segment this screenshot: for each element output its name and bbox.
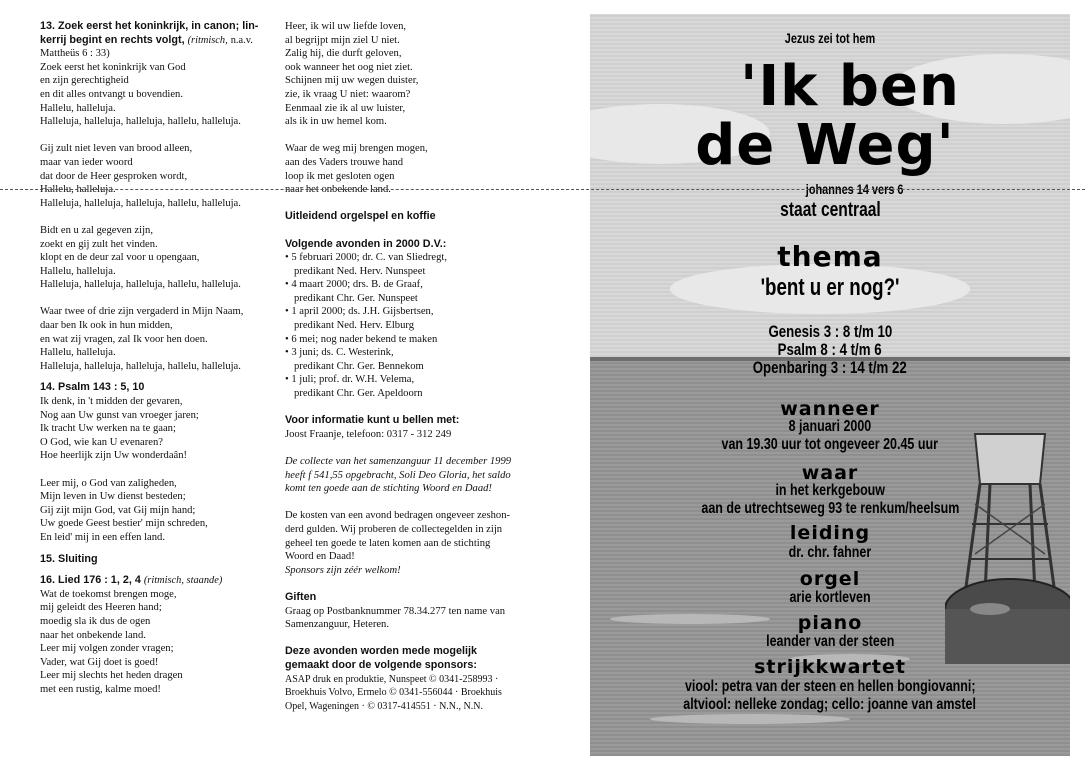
list-item-main: • 1 juli; prof. dr. W.H. Velema, (285, 374, 415, 386)
verse-line: daar ben Ik ook in hun midden, (40, 320, 173, 332)
string-quartet-members (590, 678, 1070, 714)
collecte-text (285, 455, 530, 496)
verse-line: klopt en de deur zal voor u opengaan, (40, 252, 200, 264)
verse-line: mij geleidt des Heeren hand; (40, 602, 162, 614)
song-14-verse-2 (40, 477, 280, 545)
song-13-heading (40, 20, 280, 47)
sponsors-heading-line1: Deze avonden worden mede mogelijk (285, 645, 477, 658)
verse-line: Waar twee of drie zijn vergaderd in Mijn Naam, (40, 306, 244, 318)
where-details (590, 482, 1070, 518)
song-16-title: 16. Lied 176 : 1, 2, 4 (40, 574, 141, 587)
text-line: ASAP druk en produktie, Nunspeet © 0341-258993 · (285, 673, 499, 685)
song-13-verse-4 (40, 305, 280, 373)
text-line: Samenzanguur, Heteren. (285, 619, 389, 631)
text-line: geheel ten goede te laten komen aan de stichting (285, 537, 491, 549)
verse-line: Nog aan Uw gunst van vroeger jaren; (40, 409, 199, 421)
list-item (285, 373, 530, 400)
intro-text (590, 30, 1070, 46)
verse-line: Hallelu, halleluja. (40, 347, 116, 359)
verse-line: Wat de toekomst brengen moge, (40, 588, 177, 600)
verse-line: maar van ieder woord (40, 156, 133, 168)
verse-line: Hoe heerlijk zijn Uw wonderdaân! (40, 450, 188, 462)
list-item-sub: predikant Ned. Herv. Elburg (294, 320, 415, 332)
string-quartet-label: strijkkwartet (754, 656, 906, 678)
theme-title-label: 'bent u er nog?' (760, 274, 900, 301)
verse-line: Hallelu, halleluja. (40, 184, 116, 196)
list-item-main: • 5 februari 2000; dr. C. van Sliedregt, (285, 252, 447, 264)
event-date: 8 januari 2000 (788, 418, 872, 435)
leader-name (590, 544, 1070, 562)
text-line: De collecte van het samenzanguur 11 december 1999 (285, 456, 512, 467)
leader-label: leiding (789, 522, 871, 544)
song-16-verse-2 (285, 20, 530, 129)
organist-name (590, 589, 1070, 607)
verse-line: aan des Vaders trouwe hand (285, 156, 404, 168)
verse-line: Eenmaal zie ik al uw luister, (285, 102, 406, 114)
main-title-line2: de Weg' (695, 113, 955, 178)
staat-centraal (590, 199, 1070, 222)
list-item (285, 305, 530, 332)
staat-centraal-label: staat centraal (779, 199, 881, 221)
sponsors-heading (285, 645, 530, 672)
list-item (285, 346, 530, 373)
verse-line: Leer mij slechts het heden dragen (40, 670, 183, 682)
text-line: De kosten van een avond bedragen ongeveer zeshon- (285, 510, 511, 522)
item-15-heading: 15. Sluiting (40, 552, 98, 565)
verse-line: Bidt en u zal gegeven zijn, (40, 224, 153, 236)
list-item-sub: predikant Chr. Ger. Nunspeet (294, 292, 418, 304)
gifts-heading: Giften (285, 590, 317, 603)
verse-line: en wat zij vragen, zal Ik voor hen doen. (40, 333, 208, 345)
costs-text (285, 509, 530, 577)
venue-address: aan de utrechtseweg 93 te renkum/heelsum (700, 500, 960, 517)
piano-label: piano (797, 612, 863, 634)
venue: in het kerkgebouw (775, 482, 885, 499)
verse-line: Halleluja, halleluja, halleluja, hallelu, halleluja. (40, 197, 241, 209)
list-item (285, 251, 530, 278)
list-item-main: • 1 april 2000; ds. J.H. Gijsbertsen, (285, 306, 434, 318)
where-label: waar (801, 462, 859, 484)
verse-line: al begrijpt mijn ziel U niet. (285, 34, 400, 46)
verse-line: Leer mij, o God van zaligheden, (40, 477, 177, 489)
next-evenings-heading: Volgende avonden in 2000 D.V.: (285, 237, 447, 250)
verse-line: Hallelu, halleluja. (40, 102, 116, 114)
verse-line: Ik denk, in 't midden der gevaren, (40, 396, 183, 408)
verse-line: met een rustig, kalme moed! (40, 683, 161, 695)
text-line: derd gulden. Wij proberen de collectegelden in zijn (285, 523, 503, 535)
song-13-verse-3 (40, 224, 280, 292)
list-item (285, 333, 530, 347)
list-item (285, 278, 530, 305)
song-16-heading (40, 574, 280, 588)
verse-line: Zalig hij, die durft geloven, (285, 48, 402, 60)
verse-line: Vader, wat Gij doet is goed! (40, 656, 159, 668)
list-item-main: • 6 mei; nog nader bekend te maken (285, 333, 438, 345)
scripture-ref: Genesis 3 : 8 t/m 10 (768, 322, 892, 341)
theme-label: thema (777, 240, 883, 273)
song-13-verse-2 (40, 142, 280, 210)
verse-line: Mattheüs 6 : 33) (40, 48, 110, 60)
song-14-heading: 14. Psalm 143 : 5, 10 (40, 381, 145, 394)
song-13-title-line2: kerrij begint en rechts volgt, (40, 33, 185, 46)
verse-line: Halleluja, halleluja, halleluja, hallelu, halleluja. (40, 279, 241, 291)
quartet-line: altviool: nelleke zondag; cello: joanne van amstel (683, 696, 977, 713)
quartet-line: viool: petra van der steen en hellen bongiovanni; (684, 678, 976, 695)
song-16-verse (40, 588, 280, 697)
text-line: Woord en Daad! (285, 551, 355, 563)
pianist-name (590, 633, 1070, 651)
text-line: komt ten goede aan de stichting Woord en Daad! (285, 483, 492, 495)
bible-reference-label: johannes 14 vers 6 (806, 181, 904, 197)
fold-line (0, 189, 1085, 190)
text-line: heeft f 541,55 opgebracht, Soli Deo Gloria, het saldo (285, 469, 511, 481)
verse-line: Hallelu, halleluja. (40, 265, 116, 277)
event-time: van 19.30 uur tot ongeveer 20.45 uur (721, 436, 939, 453)
verse-line: Waar de weg mij brengen mogen, (285, 143, 428, 155)
song-14-verse-1 (40, 395, 280, 463)
verse-line: Mijn leven in Uw dienst besteden; (40, 491, 186, 503)
verse-line: loop ik met gesloten ogen (285, 170, 395, 182)
verse-line: ook wanneer het oog niet ziet. (285, 61, 413, 73)
verse-line: O God, wie kan U evenaren? (40, 436, 163, 448)
list-item-sub: predikant Chr. Ger. Apeldoorn (294, 388, 423, 400)
sponsors-welcome: Sponsors zijn zéér welkom! (285, 564, 401, 576)
text-line: Broekhuis Volvo, Ermelo © 0341-556044 · Broekhuis (285, 687, 502, 699)
verse-line: Uw goede Geest bestier' mijn schreden, (40, 518, 208, 530)
verse-line: Zoek eerst het koninkrijk van God (40, 61, 186, 73)
verse-line: dat door de Heer gesproken wordt, (40, 170, 188, 182)
intro-label: Jezus zei tot hem (784, 30, 876, 46)
column-middle (285, 20, 530, 713)
organ-label: orgel (799, 568, 861, 590)
scripture-ref: Openbaring 3 : 14 t/m 22 (752, 358, 907, 377)
column-left (40, 20, 280, 697)
poster-panel (590, 14, 1070, 756)
gifts-text (285, 605, 530, 632)
verse-line: Halleluja, halleluja, halleluja, hallelu, halleluja. (40, 360, 241, 372)
song-13-verse-1 (40, 47, 280, 129)
when-label: wanneer (780, 398, 880, 420)
text-line: Opel, Wageningen · © 0317-414551 · N.N., N.N. (285, 700, 483, 712)
organist-name-label: arie kortleven (789, 589, 871, 606)
main-title-line1: 'Ik ben (740, 54, 960, 119)
verse-line: Leer mij volgen zonder vragen; (40, 643, 174, 655)
verse-line: moedig sla ik dus de ogen (40, 615, 151, 627)
leader-name-label: dr. chr. fahner (788, 544, 872, 561)
song-16-note: (ritmisch, staande) (143, 575, 223, 587)
info-heading: Voor informatie kunt u bellen met: (285, 414, 460, 427)
song-13-title-line1: 13. Zoek eerst het koninkrijk, in canon; lin- (40, 20, 259, 32)
closing-heading: Uitleidend orgelspel en koffie (285, 210, 436, 223)
sponsors-heading-line2: gemaakt door de volgende sponsors: (285, 658, 477, 671)
verse-line: naar het onbekende land. (40, 629, 146, 641)
verse-line: Heer, ik wil uw liefde loven, (285, 21, 407, 32)
sponsors-list (285, 673, 530, 714)
verse-line: zoekt en gij zult het vinden. (40, 238, 158, 250)
verse-line: naar het onbekende land. (285, 184, 391, 196)
wave (650, 714, 850, 724)
theme-title (590, 274, 1070, 302)
verse-line: zie, ik vraag U niet: waarom? (285, 88, 411, 100)
text-line: Graag op Postbanknummer 78.34.277 ten name van (285, 605, 506, 617)
scripture-refs (590, 323, 1070, 377)
verse-line: En leid' mij in een effen land. (40, 531, 165, 543)
list-item-sub: predikant Chr. Ger. Bennekom (294, 360, 424, 372)
verse-line: en dit alles ontvangt u bovendien. (40, 88, 183, 100)
scripture-ref: Psalm 8 : 4 t/m 6 (778, 340, 882, 359)
verse-line: Gij zijt mijn God, vat Gij mijn hand; (40, 504, 196, 516)
list-item-sub: predikant Ned. Herv. Nunspeet (294, 265, 426, 277)
info-text: Joost Fraanje, telefoon: 0317 - 312 249 (285, 428, 452, 440)
verse-line: en zijn gerechtigheid (40, 75, 129, 87)
when-details (590, 418, 1070, 454)
verse-line: Halleluja, halleluja, halleluja, hallelu, halleluja. (40, 116, 241, 128)
verse-line: Gij zult niet leven van brood alleen, (40, 143, 193, 155)
song-13-note: (ritmisch, (187, 34, 228, 46)
list-item-main: • 3 juni; ds. C. Westerink, (285, 347, 394, 359)
verse-line: als ik in uw hemel kom. (285, 116, 387, 128)
song-13-note2: n.a.v. (230, 34, 253, 46)
verse-line: Ik tracht Uw werken na te gaan; (40, 423, 176, 435)
pianist-name-label: leander van der steen (765, 633, 895, 650)
verse-line: Schijnen mij uw wegen duister, (285, 75, 419, 87)
next-evenings-list (285, 251, 530, 401)
list-item-main: • 4 maart 2000; drs. B. de Graaf, (285, 279, 423, 291)
